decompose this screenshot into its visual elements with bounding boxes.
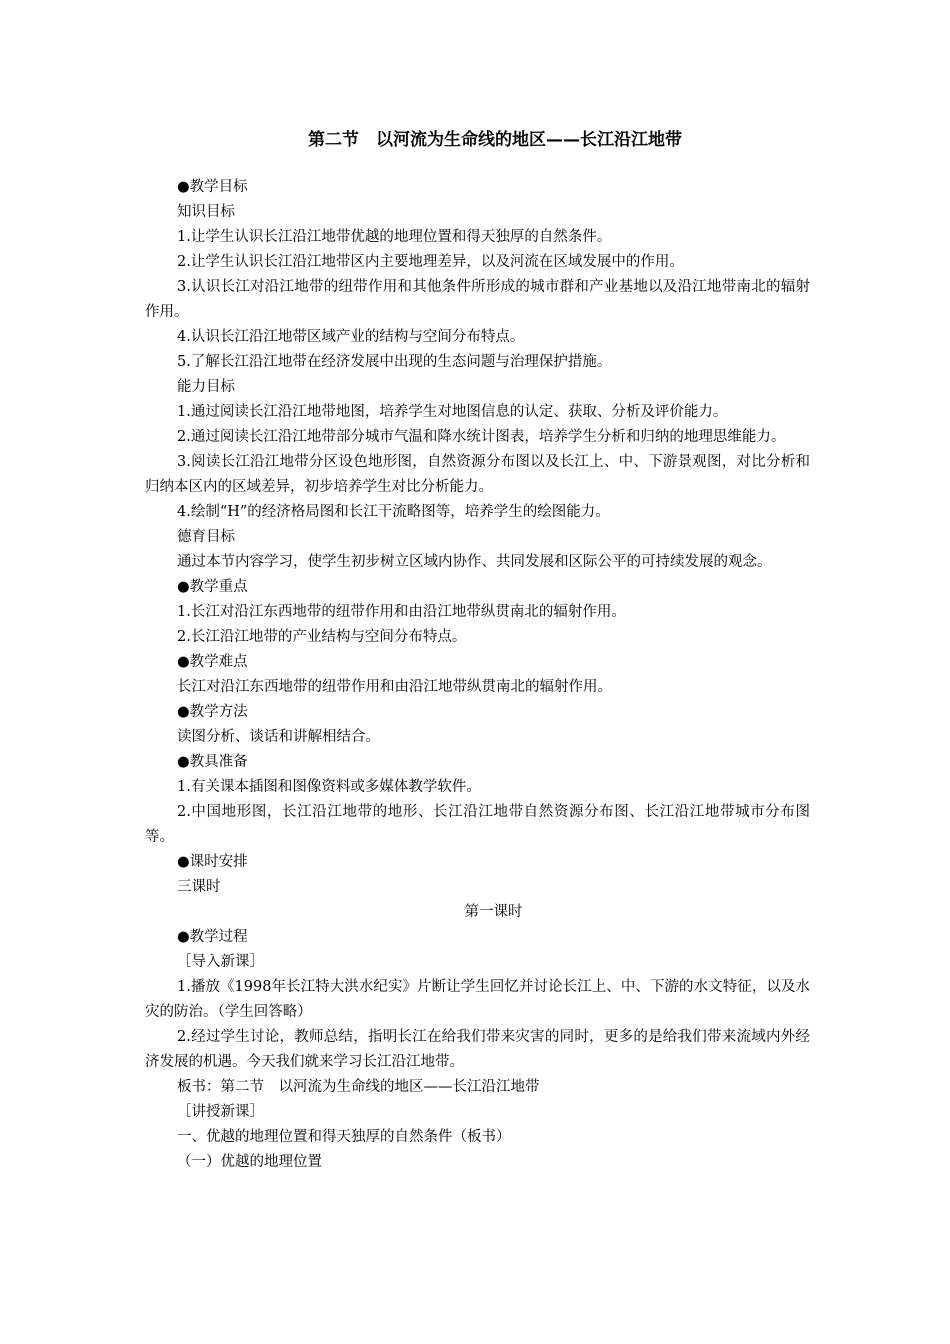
paragraph: 通过本节内容学习，使学生初步树立区域内协作、共同发展和区际公平的可持续发展的观念。 [177,554,772,570]
subheading-moral-goals: 德育目标 [177,529,235,545]
subheading-intro: ［导入新课］ [177,954,264,970]
paragraph: 2.中国地形图，长江沿江地带的地形、长江沿江地带自然资源分布图、长江沿江地带城市分布图等。 [145,804,810,845]
paragraph: 2.经过学生讨论，教师总结，指明长江在给我们带来灾害的同时，更多的是给我们带来流域内外经济发展的机遇。今天我们就来学习长江沿江地带。 [145,1029,810,1070]
paragraph: 1.长江对沿江东西地带的纽带作用和由沿江地带纵贯南北的辐射作用。 [177,604,626,620]
heading-teaching-goals: ●教学目标 [177,179,248,195]
paragraph: 1.有关课本插图和图像资料或多媒体教学软件。 [177,779,481,795]
page-title: 第二节 以河流为生命线的地区——长江沿江地带 [308,130,682,150]
paragraph: 1.通过阅读长江沿江地带地图，培养学生对地图信息的认定、获取、分析及评价能力。 [177,404,728,420]
paragraph: 3.阅读长江沿江地带分区设色地形图，自然资源分布图以及长江上、中、下游景观图，对比分析和归纳本区内的区域差异，初步培养学生对比分析能力。 [145,454,810,495]
paragraph: 2.通过阅读长江沿江地带部分城市气温和降水统计图表，培养学生分析和归纳的地理思维能力。 [177,429,786,445]
subheading-ability-goals: 能力目标 [177,379,235,395]
paragraph: 5.了解长江沿江地带在经济发展中出现的生态问题与治理保护措施。 [177,354,612,370]
paragraph: 长江对沿江东西地带的纽带作用和由沿江地带纵贯南北的辐射作用。 [177,679,612,695]
paragraph: 1.播放《1998年长江特大洪水纪实》片断让学生回忆并讨论长江上、中、下游的水文特征，以及水灾的防治。（学生回答略） [145,979,810,1020]
heading-teaching-methods: ●教学方法 [177,704,248,720]
lesson-heading: 第一课时 [464,904,523,920]
paragraph: 板书：第二节 以河流为生命线的地区——长江沿江地带 [177,1079,540,1095]
paragraph: （一）优越的地理位置 [177,1154,322,1170]
heading-teaching-aids: ●教具准备 [177,754,248,770]
paragraph: 3.认识长江对沿江地带的纽带作用和其他条件所形成的城市群和产业基地以及沿江地带南北的辐射作用。 [145,279,810,320]
paragraph: 1.让学生认识长江沿江地带优越的地理位置和得天独厚的自然条件。 [177,229,612,245]
paragraph: 读图分析、谈话和讲解相结合。 [177,729,380,745]
heading-key-points: ●教学重点 [177,579,248,595]
subheading-new-lesson: ［讲授新课］ [177,1104,264,1120]
paragraph: 4.认识长江沿江地带区域产业的结构与空间分布特点。 [177,329,525,345]
heading-teaching-process: ●教学过程 [177,929,248,945]
heading-difficult-points: ●教学难点 [177,654,248,670]
paragraph: 2.长江沿江地带的产业结构与空间分布特点。 [177,629,467,645]
paragraph: 一、优越的地理位置和得天独厚的自然条件（板书） [177,1129,511,1145]
subheading-knowledge-goals: 知识目标 [177,204,235,220]
paragraph: 4.绘制“H”的经济格局图和长江干流略图等，培养学生的绘图能力。 [177,504,610,520]
paragraph: 2.让学生认识长江沿江地带区内主要地理差异，以及河流在区域发展中的作用。 [177,254,684,270]
document-body [145,175,810,1175]
paragraph: 三课时 [177,879,221,895]
heading-class-schedule: ●课时安排 [177,854,248,870]
